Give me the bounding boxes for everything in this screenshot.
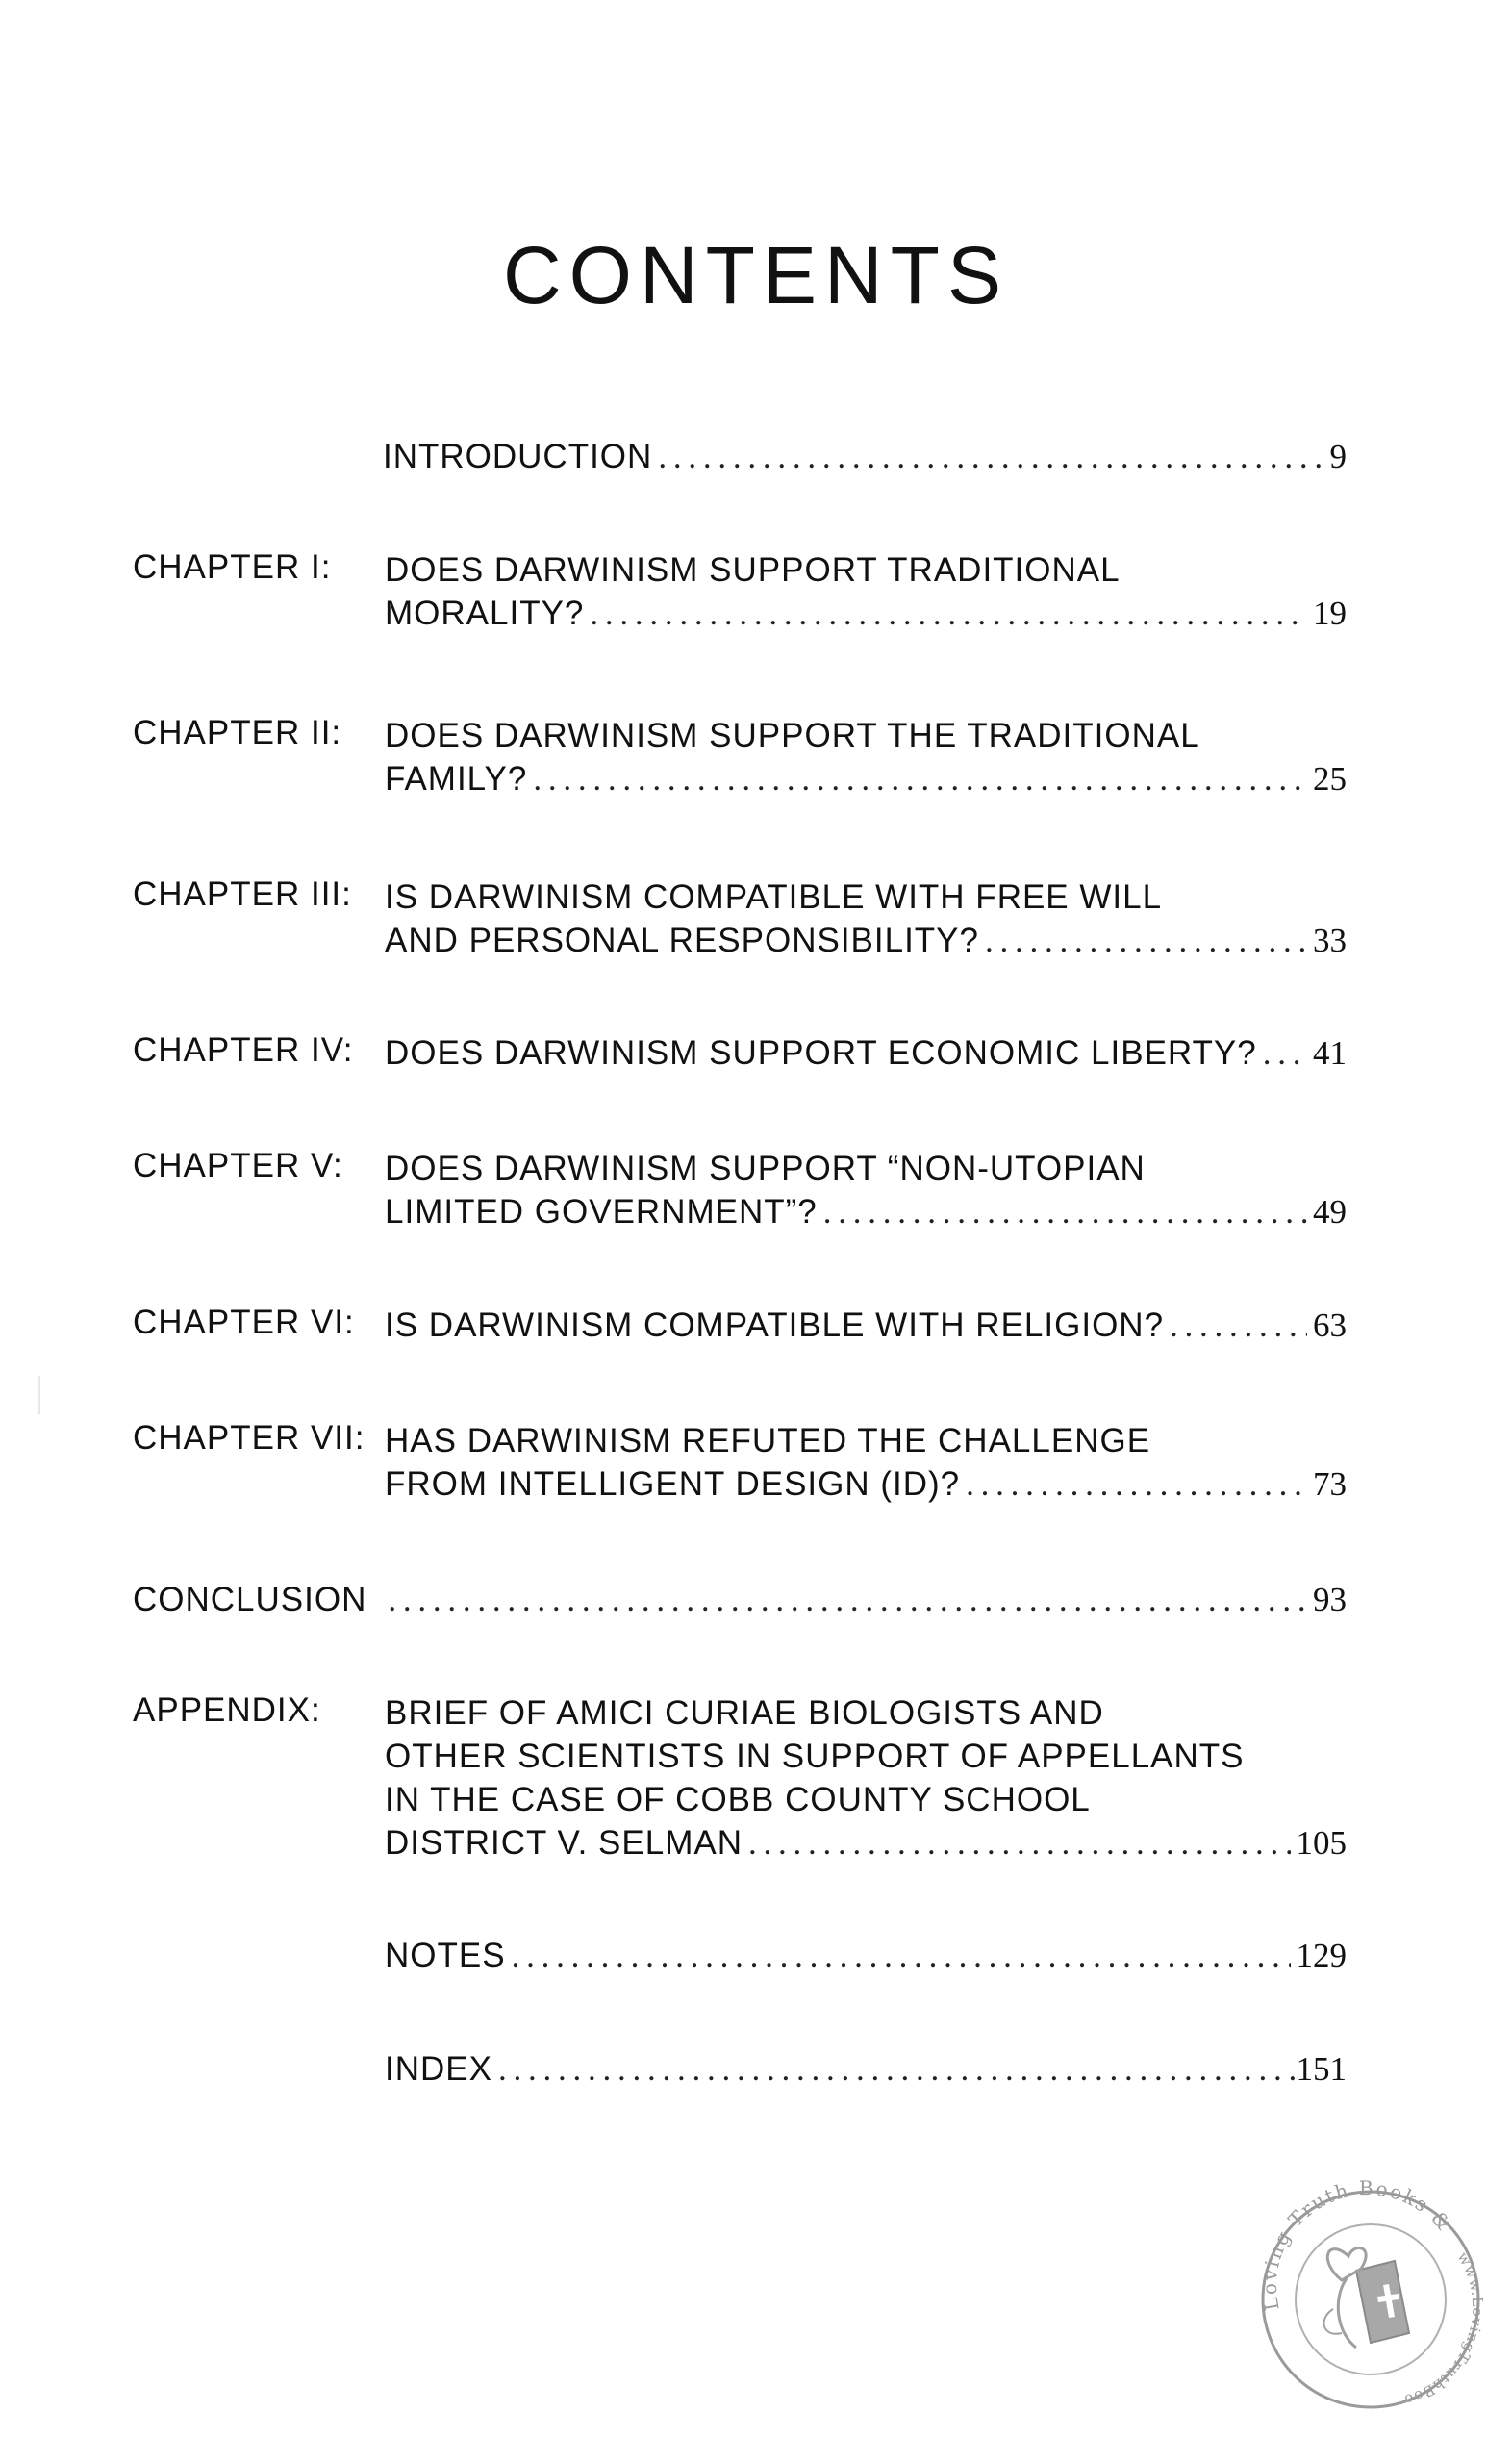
page-number: 49 (1313, 1193, 1347, 1231)
entry-title: FAMILY? (385, 760, 528, 798)
scan-mark (38, 1376, 40, 1414)
entry-title-line: DOES DARWINISM SUPPORT THE TRADITIONAL (385, 717, 1200, 754)
page-number: 33 (1313, 922, 1347, 959)
chapter-label: CHAPTER II: (133, 714, 342, 751)
leader-line (385, 1462, 1347, 1506)
entry-body (385, 1419, 1347, 1506)
entry-body (385, 2047, 1347, 2091)
dot-leader (590, 592, 1307, 635)
entry-body (385, 714, 1347, 800)
watermark-stamp (1241, 2165, 1500, 2425)
entry-title: FROM INTELLIGENT DESIGN (ID)? (385, 1465, 961, 1503)
svg-text:www.LovingTruthBooks.com: www.LovingTruthBoo (1401, 2248, 1487, 2409)
chapter-label: CHAPTER IV: (133, 1031, 354, 1069)
chapter-label: APPENDIX: (133, 1691, 321, 1729)
chapter-label: CHAPTER V: (133, 1147, 343, 1184)
entry-title: IS DARWINISM COMPATIBLE WITH RELIGION? (385, 1307, 1165, 1344)
entry-title-line: DOES DARWINISM SUPPORT TRADITIONAL (385, 551, 1121, 589)
chapter-label: CHAPTER VII: (133, 1419, 365, 1457)
entry-body (133, 1578, 1347, 1621)
page-number: 93 (1313, 1581, 1347, 1618)
dot-leader (966, 1462, 1307, 1506)
entry-body (383, 435, 1347, 478)
leader-line (383, 435, 1347, 478)
entry-title: MORALITY? (385, 595, 585, 632)
entry-title-line: IS DARWINISM COMPATIBLE WITH FREE WILL (385, 878, 1163, 916)
page-title: CONTENTS (503, 230, 1009, 320)
svg-text:Loving Truth Books & Gifts: Loving Truth Books & (1257, 2176, 1457, 2313)
page-number: 105 (1296, 1824, 1347, 1862)
leader-line (385, 592, 1347, 635)
entry-title: INDEX (385, 2050, 492, 2088)
leader-line (385, 2047, 1347, 2091)
dot-leader (658, 435, 1323, 478)
page-number: 151 (1296, 2050, 1347, 2088)
entry-title-line: BRIEF OF AMICI CURIAE BIOLOGISTS AND (385, 1694, 1104, 1732)
entry-title-line: OTHER SCIENTISTS IN SUPPORT OF APPELLANTS (385, 1738, 1245, 1775)
leader-line (133, 1578, 1347, 1621)
entry-title: NOTES (385, 1937, 506, 1974)
dot-leader (985, 919, 1307, 962)
page-number: 41 (1313, 1034, 1347, 1072)
page-number: 129 (1296, 1937, 1347, 1974)
leader-line (385, 757, 1347, 800)
page-number: 25 (1313, 760, 1347, 798)
dot-leader (388, 1578, 1307, 1621)
dot-leader (533, 757, 1307, 800)
entry-body (385, 1304, 1347, 1347)
dot-leader (1263, 1031, 1307, 1075)
page-number: 73 (1313, 1465, 1347, 1503)
dot-leader (823, 1190, 1307, 1233)
leader-line (385, 1031, 1347, 1075)
chapter-label: CHAPTER III: (133, 876, 352, 913)
entry-body (385, 876, 1347, 962)
page-number: 9 (1329, 438, 1347, 475)
leader-line (385, 1190, 1347, 1233)
chapter-label: CHAPTER VI: (133, 1304, 355, 1341)
entry-body (385, 548, 1347, 635)
entry-body (385, 1147, 1347, 1233)
leader-line (385, 919, 1347, 962)
page-number: 63 (1313, 1307, 1347, 1344)
dot-leader (1170, 1304, 1307, 1347)
entry-title-line: IN THE CASE OF COBB COUNTY SCHOOL (385, 1781, 1091, 1818)
entry-title: DOES DARWINISM SUPPORT ECONOMIC LIBERTY? (385, 1034, 1257, 1072)
leader-line (385, 1821, 1347, 1865)
dot-leader (748, 1821, 1291, 1865)
entry-title: INTRODUCTION (383, 438, 653, 475)
leader-line (385, 1304, 1347, 1347)
entry-body (385, 1691, 1347, 1865)
entry-title-line: DOES DARWINISM SUPPORT “NON-UTOPIAN (385, 1150, 1146, 1187)
entry-body (385, 1934, 1347, 1977)
dot-leader (512, 1934, 1291, 1977)
entry-body (385, 1031, 1347, 1075)
entry-title: DISTRICT V. SELMAN (385, 1824, 743, 1862)
entry-title: CONCLUSION (133, 1581, 367, 1618)
entry-title-line: HAS DARWINISM REFUTED THE CHALLENGE (385, 1422, 1151, 1460)
chapter-label: CHAPTER I: (133, 548, 332, 586)
entry-title: LIMITED GOVERNMENT”? (385, 1193, 818, 1231)
stamp-logo-icon (1241, 2165, 1500, 2425)
leader-line (385, 1934, 1347, 1977)
entry-title: AND PERSONAL RESPONSIBILITY? (385, 922, 979, 959)
page-number: 19 (1313, 595, 1347, 632)
dot-leader (498, 2047, 1297, 2091)
